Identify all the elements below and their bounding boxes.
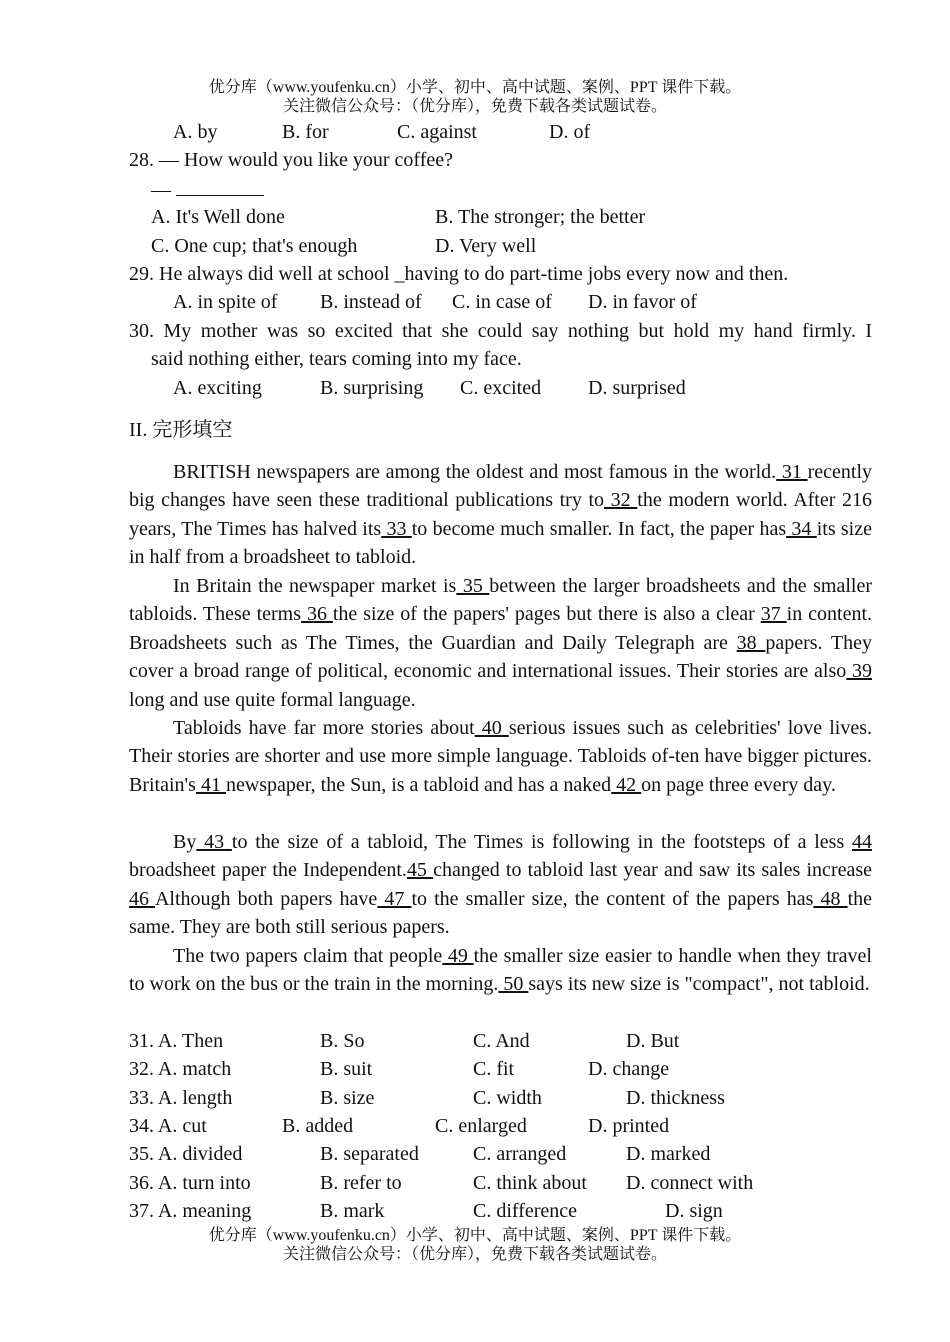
q31-option-b: B. So <box>320 1030 365 1052</box>
q32-option-d: D. change <box>588 1058 670 1080</box>
passage-paragraph-4 <box>129 828 872 942</box>
q30-option-a: A. exciting <box>173 377 262 399</box>
passage-text: By <box>173 831 197 853</box>
blank-45: 45 <box>406 859 434 882</box>
passage-text: Tabloids have far more stories about <box>173 717 475 739</box>
q28-option-a: A. It's Well done <box>151 206 285 228</box>
passage-paragraph-3 <box>129 714 872 799</box>
blank-47: 47 <box>377 887 412 910</box>
q27-option-d: D. of <box>549 121 591 143</box>
q29-stem <box>129 260 788 288</box>
q28-blank <box>176 175 264 196</box>
blank-31: 31 <box>776 461 808 483</box>
passage-text: In Britain the newspaper market is <box>173 575 457 597</box>
q29-stem-b: having to do part-time jobs every now and then. <box>404 263 789 285</box>
blank-32: 32 <box>604 489 638 512</box>
blank-36: 36 <box>301 603 333 626</box>
blank-42: 42 <box>611 773 642 796</box>
q29-stem-a: 29. He always did well at school <box>129 263 395 285</box>
passage-text: the modern world. After 216 years, The Times has halved its <box>129 489 873 540</box>
q33-option-c: C. width <box>473 1087 542 1109</box>
passage-text: recently big changes have seen these traditional publications try to <box>129 461 872 512</box>
q28-option-c: C. One cup; that's enough <box>151 235 358 257</box>
q35-option-c: C. arranged <box>473 1143 567 1165</box>
blank-46: 46 <box>129 887 155 910</box>
passage-text: broadsheet paper the Independent. <box>129 859 407 882</box>
blank-41: 41 <box>195 773 226 796</box>
q31-option-a: 31. A. Then <box>129 1030 224 1052</box>
q37-option-a: 37. A. meaning <box>129 1200 252 1222</box>
q36-option-b: B. refer to <box>320 1172 402 1194</box>
q28-option-b: B. The stronger; the better <box>435 206 646 228</box>
passage-text: says its new size is "compact", not tabloid. <box>528 973 870 996</box>
blank-49: 49 <box>442 945 474 967</box>
passage-text: the same. They are both still serious papers. <box>129 887 873 939</box>
blank-34: 34 <box>786 517 817 540</box>
header-line-2: 关注微信公众号：（优分库），免费下载各类试题试卷。 <box>282 98 667 115</box>
passage-text: between the larger broadsheets and the smaller tabloids. These terms <box>129 575 873 626</box>
blank-37: 37 <box>760 603 787 626</box>
q30-option-b: B. surprising <box>320 377 424 399</box>
q37-option-c: C. difference <box>473 1200 578 1222</box>
blank-33: 33 <box>381 517 412 540</box>
q30-stem-line2: said nothing either, tears coming into my face. <box>151 348 522 370</box>
passage-text: to the smaller size, the content of the papers has <box>411 887 814 910</box>
blank-43: 43 <box>196 831 232 853</box>
passage-text: newspaper, the Sun, is a tabloid and has a naked <box>225 773 612 796</box>
q29-option-a: A. in spite of <box>173 291 278 313</box>
q27-option-a: A. by <box>173 121 218 143</box>
q30-stem-line1: 30. My mother was so excited that she could say nothing but hold my hand firmly. I <box>129 320 872 342</box>
passage-paragraph-2 <box>129 572 872 714</box>
q35-option-b: B. separated <box>320 1143 419 1165</box>
q34-option-d: D. printed <box>588 1115 670 1137</box>
passage-text: Although both papers have <box>154 887 378 910</box>
q34-option-b: B. added <box>282 1115 354 1137</box>
q32-option-b: B. suit <box>320 1058 373 1080</box>
passage-text: on page three every day. <box>641 773 836 796</box>
q34-option-c: C. enlarged <box>435 1115 527 1137</box>
q27-option-c: C. against <box>397 121 477 143</box>
q29-option-c: C. in case of <box>452 291 552 313</box>
q28-reply-dash: — <box>151 179 171 201</box>
q28-reply <box>151 175 264 204</box>
passage-text: to the size of a tabloid, The Times is following in the footsteps of a less <box>231 831 853 853</box>
q28-stem: 28. — How would you like your coffee? <box>129 149 454 171</box>
passage-text: BRITISH newspapers are among the oldest and most famous in the world. <box>173 461 777 483</box>
q36-option-c: C. think about <box>473 1172 587 1194</box>
q28-option-d: D. Very well <box>435 235 537 257</box>
q37-option-d: D. sign <box>665 1200 723 1222</box>
blank-38: 38 <box>736 631 766 654</box>
q31-option-d: D. But <box>626 1030 680 1052</box>
q32-option-c: C. fit <box>473 1058 515 1080</box>
q30-option-d: D. surprised <box>588 377 686 399</box>
passage-text: The two papers claim that people <box>173 945 443 967</box>
q33-option-d: D. thickness <box>626 1087 725 1109</box>
blank-35: 35 <box>456 575 490 597</box>
q35-option-a: 35. A. divided <box>129 1143 243 1165</box>
header-line-1: 优分库（www.youfenku.cn）小学、初中、高中试题、案例、PPT 课件下载。 <box>208 79 742 96</box>
passage-text: to become much smaller. In fact, the paper has <box>411 517 787 540</box>
q32-option-a: 32. A. match <box>129 1058 232 1080</box>
passage-paragraph-1 <box>129 458 872 572</box>
q35-option-d: D. marked <box>626 1143 711 1165</box>
q29-option-b: B. instead of <box>320 291 422 313</box>
q33-option-a: 33. A. length <box>129 1087 233 1109</box>
footer-line-1: 优分库（www.youfenku.cn）小学、初中、高中试题、案例、PPT 课件下载。 <box>208 1227 742 1244</box>
q36-option-d: D. connect with <box>626 1172 754 1194</box>
blank-44: 44 <box>852 831 873 853</box>
passage-paragraph-5 <box>129 942 872 999</box>
q33-option-b: B. size <box>320 1087 375 1109</box>
passage-text: changed to tabloid last year and saw its sales increase <box>433 859 873 882</box>
passage-text: serious issues such as celebrities' love lives. Their stories are shorter and use more simple language. Tabloids of-ten have bigger pictures. Britain's <box>129 717 872 796</box>
page-footer <box>0 1226 950 1264</box>
q36-option-a: 36. A. turn into <box>129 1172 251 1194</box>
q34-option-a: 34. A. cut <box>129 1115 207 1137</box>
blank-39: 39 <box>846 660 872 683</box>
q29-blank: _ <box>394 263 405 285</box>
passage-text: in content. Broadsheets such as The Times, the Guardian and Daily Telegraph are <box>129 603 873 654</box>
blank-48: 48 <box>813 887 848 910</box>
passage-text: the size of the papers' pages but there is also a clear <box>332 603 761 626</box>
section-title: II. 完形填空 <box>129 419 233 441</box>
blank-50: 50 <box>498 973 529 996</box>
q31-option-c: C. And <box>473 1030 530 1052</box>
passage-text: the smaller size easier to handle when they travel to work on the bus or the train in the morning. <box>129 945 872 996</box>
passage-text: its size in half from a broadsheet to tabloid. <box>129 517 872 569</box>
footer-line-2: 关注微信公众号：（优分库），免费下载各类试题试卷。 <box>282 1246 667 1263</box>
passage-text: papers. They cover a broad range of political, economic and international issues. Their stories are also <box>129 631 872 683</box>
q27-option-b: B. for <box>282 121 329 143</box>
blank-40: 40 <box>474 717 509 739</box>
passage-text: long and use quite formal language. <box>129 688 416 711</box>
q37-option-b: B. mark <box>320 1200 385 1222</box>
q30-option-c: C. excited <box>460 377 542 399</box>
q29-option-d: D. in favor of <box>588 291 697 313</box>
page-header <box>0 78 950 116</box>
